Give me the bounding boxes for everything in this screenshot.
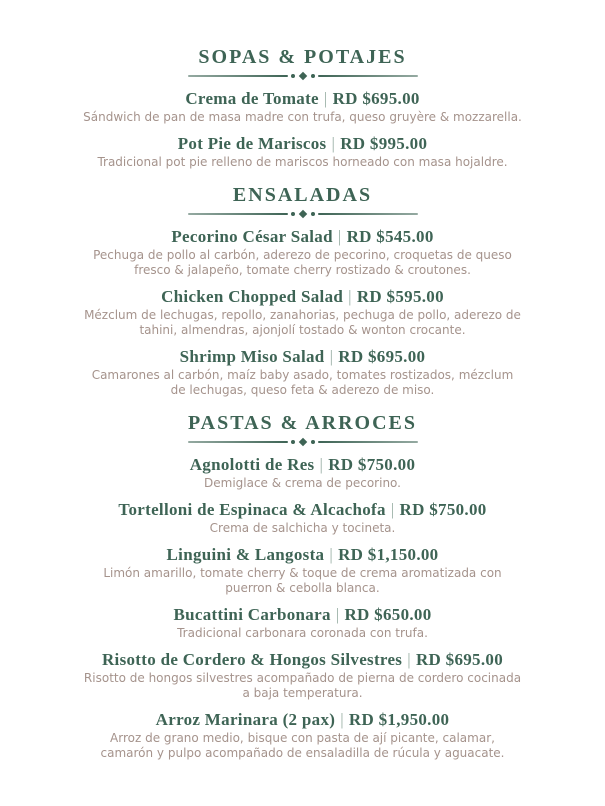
item-title xyxy=(0,545,605,565)
item-description: Limón amarillo, tomate cherry & toque de crema aromatizada con puerron & cebolla blanca. xyxy=(103,566,502,595)
item-title xyxy=(0,89,605,109)
item-price: RD $650.00 xyxy=(344,605,432,624)
item-price-separator: | xyxy=(348,287,352,306)
item-price: RD $695.00 xyxy=(415,650,503,669)
section-divider xyxy=(188,438,418,446)
divider-diamond-icon xyxy=(298,438,306,446)
item-price: RD $995.00 xyxy=(340,134,428,153)
item-title xyxy=(0,347,605,367)
menu-item xyxy=(0,287,605,338)
item-description: Tradicional carbonara coronada con trufa. xyxy=(177,626,428,640)
item-price: RD $1,150.00 xyxy=(338,545,439,564)
menu-item xyxy=(0,227,605,278)
item-description: Arroz de grano medio, bisque con pasta de ají picante, calamar, camarón y pulpo acompañado de ensaladilla de rúcula y aguacate. xyxy=(100,731,505,760)
divider-dot-right xyxy=(311,212,315,216)
divider-dot-left xyxy=(291,212,295,216)
menu-section xyxy=(0,46,605,170)
item-description: Pechuga de pollo al carbón, aderezo de pecorino, croquetas de queso fresco & jalapeño, tomate cherry rostizado & croutones. xyxy=(93,248,512,277)
item-name: Linguini & Langosta xyxy=(166,545,325,564)
item-name: Agnolotti de Res xyxy=(189,455,315,474)
divider-line-right xyxy=(318,213,418,215)
item-price-separator: | xyxy=(329,545,334,564)
item-title xyxy=(0,455,605,475)
item-price: RD $1,950.00 xyxy=(348,710,450,729)
section-title: PASTAS & ARROCES xyxy=(187,412,418,434)
menu-item xyxy=(0,650,605,701)
divider-line-right xyxy=(318,75,418,77)
item-name: Bucattini Carbonara xyxy=(173,605,331,624)
section-divider xyxy=(188,210,418,218)
item-name: Risotto de Cordero & Hongos Silvestres xyxy=(101,650,403,669)
item-price-separator: | xyxy=(390,500,395,519)
menu-section xyxy=(0,184,605,398)
section-divider xyxy=(188,72,418,80)
item-title xyxy=(0,134,605,154)
divider-line-left xyxy=(188,213,288,215)
item-description: Camarones al carbón, maíz baby asado, tomates rostizados, mézclum de lechugas, queso feta & aderezo de miso. xyxy=(91,368,514,397)
menu-item xyxy=(0,545,605,596)
item-name: Arroz Marinara (2 pax) xyxy=(155,710,336,729)
section-header xyxy=(0,412,605,446)
item-title xyxy=(0,710,605,730)
item-description: Risotto de hongos silvestres acompañado de pierna de cordero cocinada a baja temperatura. xyxy=(83,671,522,700)
item-price: RD $695.00 xyxy=(332,89,420,108)
menu-item xyxy=(0,710,605,761)
item-name: Tortelloni de Espinaca & Alcachofa xyxy=(118,500,386,519)
menu-item xyxy=(0,605,605,641)
item-price-separator: | xyxy=(340,710,344,729)
item-price: RD $750.00 xyxy=(399,500,487,519)
item-description: Tradicional pot pie relleno de mariscos horneado con masa hojaldre. xyxy=(97,155,508,169)
section-items xyxy=(0,227,605,398)
section-header xyxy=(0,184,605,218)
divider-line-left xyxy=(188,441,288,443)
divider-dot-right xyxy=(311,74,315,78)
item-price-separator: | xyxy=(329,347,334,366)
item-description: Demiglace & crema de pecorino. xyxy=(204,476,401,490)
item-price: RD $750.00 xyxy=(328,455,416,474)
divider-dot-left xyxy=(291,440,295,444)
item-name: Shrimp Miso Salad xyxy=(179,347,325,366)
item-name: Pecorino César Salad xyxy=(171,227,333,246)
menu-item xyxy=(0,89,605,125)
item-title xyxy=(0,650,605,670)
item-price-separator: | xyxy=(337,227,342,246)
item-title xyxy=(0,287,605,307)
divider-line-left xyxy=(188,75,288,77)
item-title xyxy=(0,605,605,625)
divider-dot-right xyxy=(311,440,315,444)
menu-item xyxy=(0,455,605,491)
item-price-separator: | xyxy=(335,605,340,624)
item-title xyxy=(0,227,605,247)
menu-section xyxy=(0,412,605,761)
item-price: RD $695.00 xyxy=(338,347,426,366)
item-name: Pot Pie de Mariscos xyxy=(177,134,327,153)
divider-line-right xyxy=(318,441,418,443)
divider-diamond-icon xyxy=(298,210,306,218)
item-price-separator: | xyxy=(323,89,328,108)
menu-sections xyxy=(0,46,605,761)
item-price-separator: | xyxy=(331,134,336,153)
item-price: RD $595.00 xyxy=(356,287,444,306)
item-title xyxy=(0,500,605,520)
item-price-separator: | xyxy=(407,650,411,669)
section-title: ENSALADAS xyxy=(232,184,373,206)
menu-item xyxy=(0,134,605,170)
item-name: Crema de Tomate xyxy=(185,89,319,108)
item-price-separator: | xyxy=(319,455,324,474)
section-items xyxy=(0,455,605,761)
item-description: Mézclum de lechugas, repollo, zanahorias, pechuga de pollo, aderezo de tahini, almendras, ajonjolí tostado & wonton crocante. xyxy=(84,308,521,337)
section-title: SOPAS & POTAJES xyxy=(198,46,407,68)
divider-diamond-icon xyxy=(298,72,306,80)
item-name: Chicken Chopped Salad xyxy=(161,287,344,306)
item-price: RD $545.00 xyxy=(346,227,434,246)
section-header xyxy=(0,46,605,80)
menu-item xyxy=(0,347,605,398)
menu-item xyxy=(0,500,605,536)
divider-dot-left xyxy=(291,74,295,78)
item-description: Crema de salchicha y tocineta. xyxy=(209,521,396,535)
item-description: Sándwich de pan de masa madre con trufa, queso gruyère & mozzarella. xyxy=(83,110,522,124)
section-items xyxy=(0,89,605,170)
